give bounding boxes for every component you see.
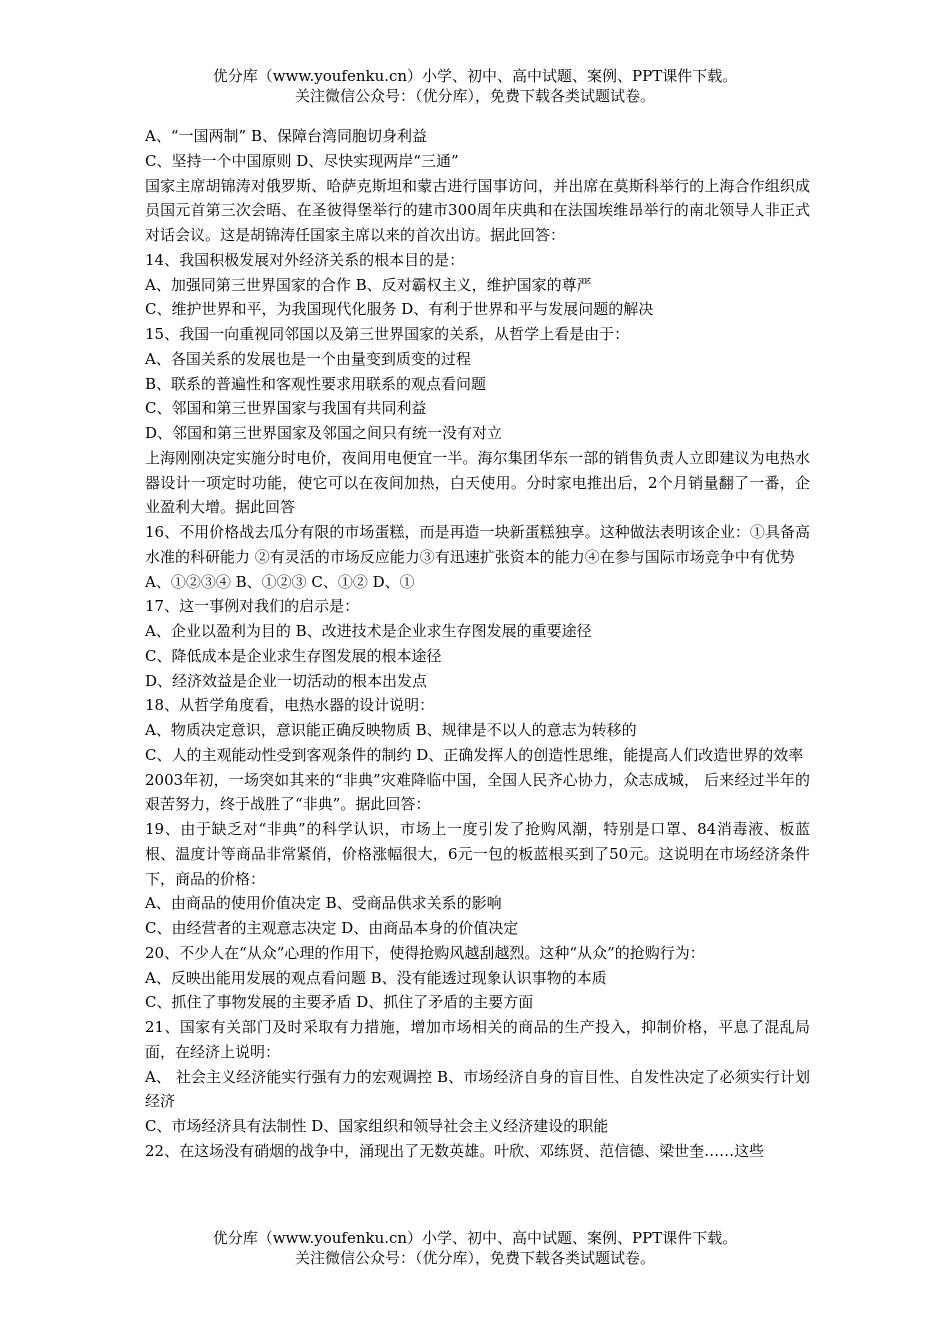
paragraph: A、由商品的使用价值决定 B、受商品供求关系的影响	[145, 894, 502, 913]
paragraph: D、邻国和第三世界国家及邻国之间只有统一没有对立	[145, 424, 503, 442]
paragraph: 17、这一事例对我们的启示是：	[145, 597, 360, 616]
paragraph: A、①②③④ B、①②③ C、①② D、①	[145, 572, 415, 591]
paragraph: A、反映出能用发展的观点看问题 B、没有能透过现象认识事物的本质	[145, 968, 607, 987]
paragraph: C、由经营者的主观意志决定 D、由商品本身的价值决定	[145, 919, 519, 937]
paragraph: 20、不少人在“从众”心理的作用下，使得抢购风越刮越烈。这种“从众”的抢购行为：	[145, 943, 705, 962]
paragraph: 21、国家有关部门及时采取有力措施，增加市场相关的商品的生产投入，抑制价格，平息了混乱局面，在经济上说明：	[145, 1018, 810, 1061]
document-body	[145, 124, 810, 1164]
paragraph: 上海刚刚决定实施分时电价，夜间用电便宜一半。海尔集团华东一部的销售负责人立即建议为电热水器设计一项定时功能，使它可以在夜间加热，白天使用。分时家电推出后，2个月销量翻了一番，企业盈利大增。据此回答	[145, 448, 810, 517]
footer-line-2: 关注微信公众号：（优分库），免费下载各类试题试卷。	[294, 1249, 655, 1267]
paragraph: 22、在这场没有硝烟的战争中，涌现出了无数英雄。叶欣、邓练贤、范信德、梁世奎……这些	[145, 1141, 765, 1160]
paragraph: 15、我国一向重视同邻国以及第三世界国家的关系，从哲学上看是由于：	[145, 325, 630, 343]
header-line-1: 优分库（www.youfenku.cn）小学、初中、高中试题、案例、PPT课件下载。	[212, 67, 738, 85]
paragraph: C、降低成本是企业求生存图发展的根本途径	[145, 646, 442, 665]
page-footer	[0, 1228, 950, 1268]
paragraph: D、经济效益是企业一切活动的根本出发点	[145, 671, 428, 690]
paragraph: 2003年初，一场突如其来的“非典”灾难降临中国，全国人民齐心协力，众志成城， 后来经过半年的艰苦努力，终于战胜了“非典”。据此回答：	[145, 770, 810, 814]
paragraph: 国家主席胡锦涛对俄罗斯、哈萨克斯坦和蒙古进行国事访问，并出席在莫斯科举行的上海合作组织成员国元首第三次会晤、在圣彼得堡举行的建市300周年庆典和在法国埃维昂举行的南北领导人非正式对话会议。这是胡锦涛任国家主席以来的首次出访。据此回答：	[145, 176, 810, 244]
paragraph: A、加强同第三世界国家的合作 B、反对霸权主义，维护国家的尊严	[145, 275, 592, 294]
paragraph: C、市场经济具有法制性 D、国家组织和领导社会主义经济建设的职能	[145, 1117, 609, 1135]
paragraph: 16、不用价格战去瓜分有限的市场蛋糕，而是再造一块新蛋糕独享。这种做法表明该企业：①具备高水准的科研能力 ②有灵活的市场反应能力③有迅速扩张资本的能力④在参与国际市场竞争中有优势	[145, 523, 810, 566]
paragraph: 19、由于缺乏对“非典”的科学认识，市场上一度引发了抢购风潮，特别是口罩、84消毒液、板蓝根、温度计等商品非常紧俏，价格涨幅很大，6元一包的板蓝根买到了50元。这说明在市场经济条件下，商品的价格：	[145, 820, 810, 888]
paragraph: A、物质决定意识，意识能正确反映物质 B、规律是不以人的意志为转移的	[145, 721, 637, 739]
paragraph: B、联系的普遍性和客观性要求用联系的观点看问题	[145, 374, 487, 393]
paragraph: A、各国关系的发展也是一个由量变到质变的过程	[145, 349, 471, 368]
paragraph: C、维护世界和平，为我国现代化服务 D、有利于世界和平与发展问题的解决	[145, 300, 654, 319]
paragraph: 14、我国积极发展对外经济关系的根本目的是：	[145, 250, 465, 269]
header-line-2: 关注微信公众号：（优分库），免费下载各类试题试卷。	[294, 87, 655, 105]
paragraph: A、“一国两制” B、保障台湾同胞切身利益	[145, 127, 427, 145]
paragraph: A、 社会主义经济能实行强有力的宏观调控 B、市场经济自身的盲目性、自发性决定了必须实行计划经济	[145, 1067, 810, 1111]
paragraph: C、坚持一个中国原则 D、尽快实现两岸“三通”	[145, 151, 459, 170]
page-header	[0, 66, 950, 106]
paragraph: C、抓住了事物发展的主要矛盾 D、抓住了矛盾的主要方面	[145, 993, 534, 1012]
paragraph: C、人的主观能动性受到客观条件的制约 D、正确发挥人的创造性思维，能提高人们改造世界的效率	[145, 745, 804, 764]
paragraph: A、企业以盈利为目的 B、改进技术是企业求生存图发展的重要途径	[145, 622, 592, 640]
footer-line-1: 优分库（www.youfenku.cn）小学、初中、高中试题、案例、PPT课件下载。	[212, 1229, 738, 1247]
paragraph: C、邻国和第三世界国家与我国有共同利益	[145, 399, 427, 418]
paragraph: 18、从哲学角度看，电热水器的设计说明：	[145, 696, 435, 715]
